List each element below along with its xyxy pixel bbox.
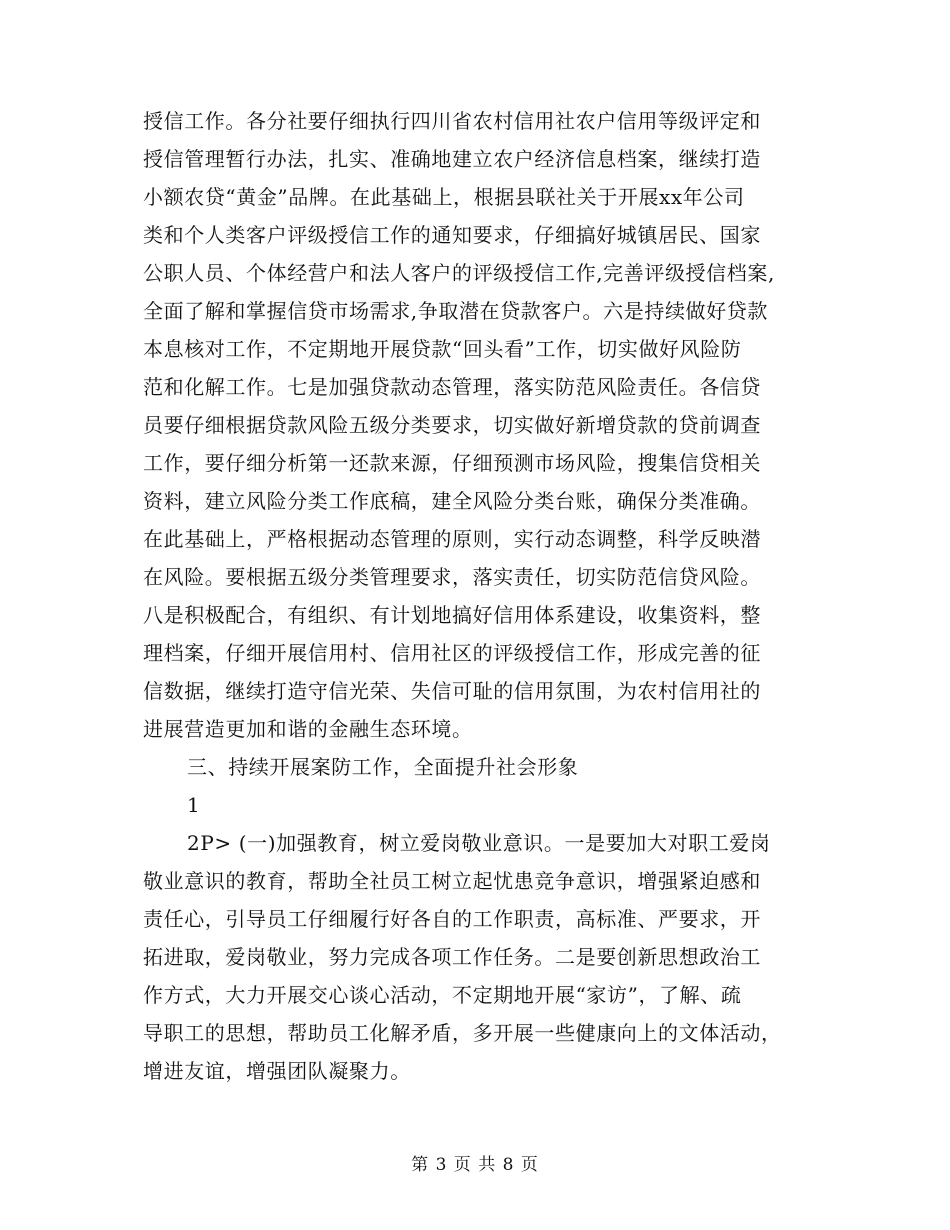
text-line: 敬业意识的教育，帮助全社员工树立起忧患竞争意识，增强紧迫感和: [143, 869, 761, 893]
text-line: 信数据，继续打造守信光荣、失信可耻的信用氛围，为农村信用社的: [143, 679, 761, 703]
text-line: 作方式，大力开展交心谈心活动，不定期地开展“家访”，了解、疏: [143, 983, 742, 1007]
document-body: [143, 102, 833, 1090]
text-line: 在风险。要根据五级分类管理要求，落实责任，切实防范信贷风险。: [143, 565, 761, 589]
text-line: 公职人员、个体经营户和法人客户的评级授信工作,完善评级授信档案,: [143, 261, 775, 285]
text-line: 资料，建立风险分类工作底稿，建全风险分类台账，确保分类准确。: [143, 489, 761, 513]
text-line: 责任心，引导员工仔细履行好各自的工作职责，高标准、严要求，开: [143, 907, 761, 931]
text-line: 本息核对工作，不定期地开展贷款“回头看”工作，切实做好风险防: [143, 337, 742, 361]
text-line: 八是积极配合，有组织、有计划地搞好信用体系建设，收集资料，整: [143, 603, 761, 627]
text-line: 拓进取，爱岗敬业，努力完成各项工作任务。二是要创新思想政治工: [143, 945, 761, 969]
text-line: 小额农贷“黄金”品牌。在此基础上，根据县联社关于开展xx年公司: [143, 185, 745, 209]
text-line: 进展营造更加和谐的金融生态环境。: [143, 717, 473, 741]
text-line: 导职工的思想，帮助员工化解矛盾，多开展一些健康向上的文体活动，: [143, 1021, 782, 1045]
text-line: 工作，要仔细分析第一还款来源，仔细预测市场风险，搜集信贷相关: [143, 451, 761, 475]
page-footer: [0, 1153, 950, 1177]
page-number: 第 3 页 共 8 页: [411, 1155, 539, 1175]
paragraph-start: 2P> (一)加强教育，树立爱岗敬业意识。一是要加大对职工爱岗: [187, 831, 771, 855]
text-line: 增进友谊，增强团队凝聚力。: [143, 1059, 411, 1083]
text-line: 理档案，仔细开展信用村、信用社区的评级授信工作，形成完善的征: [143, 641, 761, 665]
text-line: 员要仔细根据贷款风险五级分类要求，切实做好新增贷款的贷前调查: [143, 413, 761, 437]
text-line: 全面了解和掌握信贷市场需求,争取潜在贷款客户。六是持续做好贷款: [143, 299, 768, 323]
page-marker: 1: [187, 793, 201, 817]
text-line: 授信工作。各分社要仔细执行四川省农村信用社农户信用等级评定和: [143, 109, 761, 133]
text-line: 授信管理暂行办法，扎实、准确地建立农户经济信息档案，继续打造: [143, 147, 761, 171]
text-line: 范和化解工作。七是加强贷款动态管理，落实防范风险责任。各信贷: [143, 375, 761, 399]
text-line: 类和个人类客户评级授信工作的通知要求，仔细搞好城镇居民、国家: [143, 223, 761, 247]
section-heading: 三、持续开展案防工作，全面提升社会形象: [187, 755, 579, 779]
text-line: 在此基础上，严格根据动态管理的原则，实行动态调整，科学反映潜: [143, 527, 761, 551]
